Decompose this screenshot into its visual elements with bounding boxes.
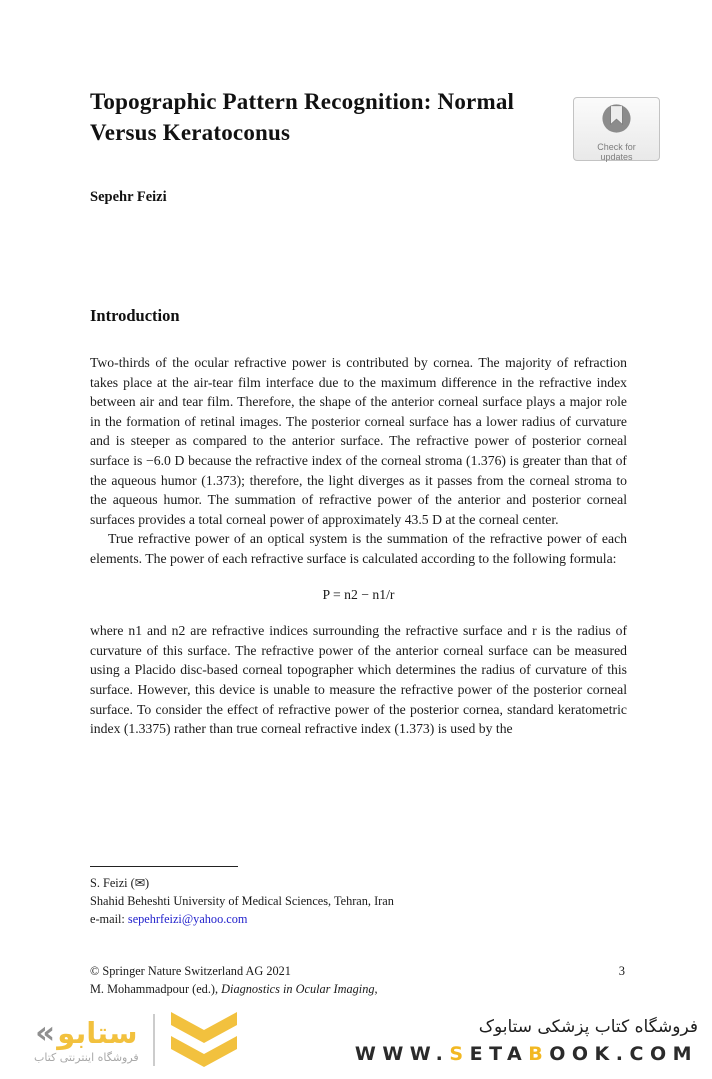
email-link[interactable]: sepehrfeizi@yahoo.com xyxy=(127,912,248,926)
url-part-highlight: B xyxy=(528,1042,550,1065)
banner-divider xyxy=(153,1014,155,1066)
editor-text: M. Mohammadpour (ed.), xyxy=(90,981,222,996)
footnote-email-line xyxy=(90,910,627,928)
banner-tagline: فروشگاه کتاب پزشکی ستابوک xyxy=(478,1016,698,1037)
email-label: e-mail: xyxy=(90,912,128,926)
url-part: ETA xyxy=(469,1042,529,1065)
section-heading: Introduction xyxy=(90,306,180,325)
imprint-block xyxy=(90,963,627,998)
paragraph-3: where n1 and n2 are refractive indices surrounding the refractive surface and r is the radius of curvature of this surface. The refractive power of the anterior corneal surface can be measured using a Placido disc-based corneal topographer which determines the radius of curvature of this surface. However, this device is unable to measure the refractive power of the posterior corneal surface. To consider the effect of refractive power of the posterior cornea, standard keratometric index (1.3375) rather than true corneal refractive index (1.373) is used by the xyxy=(90,623,627,737)
url-part-highlight: S xyxy=(449,1042,470,1065)
url-part: OOK.COM xyxy=(549,1042,698,1065)
website-url[interactable] xyxy=(355,1043,698,1065)
book-title: Diagnostics in Ocular Imaging, xyxy=(221,981,378,996)
paragraph-1: Two-thirds of the ocular refractive power is contributed by cornea. The majority of refraction takes place at the air-tear film interface due to the maximum difference in the refractive index between air and tear film. Therefore, the shape of the anterior corneal surface plays a major role in the formation of retinal images. The posterior corneal surface has a lower radius of curvature and is steeper as compared to the anterior surface. The refractive power of posterior corneal surface is −6.0 D because the refractive index of the corneal stroma (1.376) is greater than that of the aqueous humor (1.373); therefore, the light diverges as it passes from the corneal stroma to the aqueous humor. The summation of refractive power of the anterior and posterior corneal surfaces provides a total corneal power of approximately 43.5 D at the corneal center. xyxy=(90,355,627,527)
logo-wordmark: ستابو xyxy=(57,1016,138,1050)
chevrons-icon xyxy=(167,1010,241,1070)
formula: P = n2 − n1/r xyxy=(322,586,395,602)
imprint-line xyxy=(90,981,627,999)
article-body xyxy=(90,353,627,739)
logo-kaf-mark: « xyxy=(35,1015,56,1051)
setabook-logo[interactable] xyxy=(34,1010,241,1070)
copyright-line: © Springer Nature Switzerland AG 2021 xyxy=(90,964,291,978)
paragraph-2: True refractive power of an optical system is the summation of the refractive power of each elements. The power of each refractive surface is calculated according to the following formula: xyxy=(90,531,627,566)
footnote-affiliation: Shahid Beheshti University of Medical Sciences, Tehran, Iran xyxy=(90,894,394,908)
check-for-updates-badge[interactable] xyxy=(573,97,660,161)
footnote-author: S. Feizi (✉) xyxy=(90,876,150,890)
author-name: Sepehr Feizi xyxy=(90,189,167,205)
logo-subtitle: فروشگاه اینترنتی کتاب xyxy=(34,1051,139,1064)
setabook-banner xyxy=(0,1001,712,1079)
check-badge-label: Check for updates xyxy=(597,142,636,162)
footnote-divider xyxy=(90,866,238,867)
chapter-title: Topographic Pattern Recognition: Normal Versus Keratoconus xyxy=(90,89,515,145)
footnote-block xyxy=(90,866,627,928)
page-number: 3 xyxy=(618,964,625,978)
crossmark-bookmark-icon xyxy=(600,102,633,140)
url-part: WWW. xyxy=(354,1042,450,1065)
